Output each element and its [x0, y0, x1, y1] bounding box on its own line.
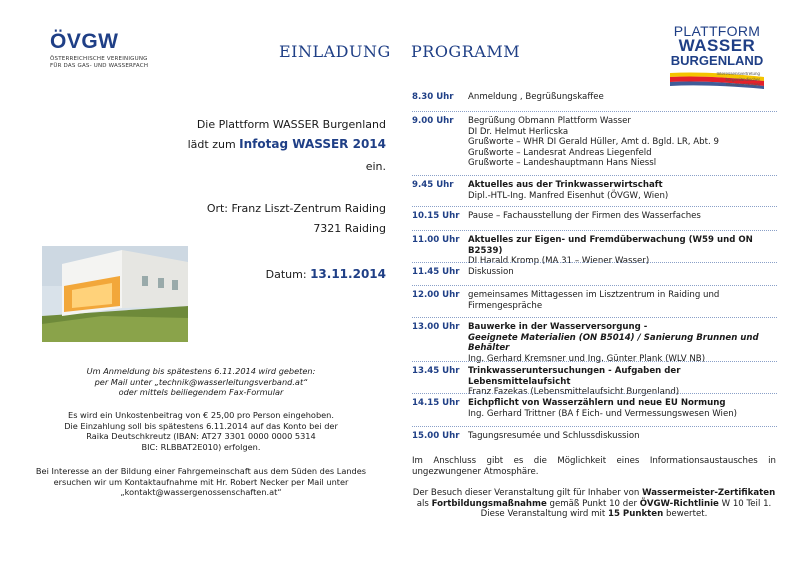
- program-time: 11.45 Uhr: [412, 267, 460, 277]
- certificate-text: als: [416, 498, 432, 509]
- certificate-text: bewertet.: [663, 509, 708, 519]
- program-description: [468, 211, 780, 222]
- certificate-text: Der Besuch dieser Veranstaltung gilt für Inhaber von: [412, 488, 643, 498]
- fee-line: Es wird ein Unkostenbeitrag von € 25,00 pro Person eingehoben.: [68, 410, 334, 420]
- program-line: Begrüßung Obmann Plattform Wasser: [468, 116, 631, 126]
- carpool-note: [0, 466, 402, 498]
- certificate-bold: Fortbildungsmaßnahme: [431, 498, 547, 509]
- program-description: [468, 290, 780, 311]
- certificate-text: W 10 Teil 1. Diese Veranstaltung wird mit: [480, 498, 772, 519]
- program-separator: [412, 111, 777, 112]
- certificate-bold: 15 Punkten: [607, 509, 664, 519]
- logo-tagline: [700, 71, 760, 88]
- program-line: Ing. Gerhard Kremsner und Ing. Günter Plank (WLV NB): [468, 353, 706, 364]
- registration-line: per Mail unter „technik@wasserleitungsverband.at“: [94, 376, 308, 387]
- program-separator: [412, 285, 777, 286]
- date-label: Datum:: [265, 268, 311, 281]
- program-separator: [412, 230, 777, 231]
- carpool-line: Bei Interesse an der Bildung einer Fahrgemeinschaft aus dem Süden des Landes: [35, 466, 367, 476]
- program-line: Anmeldung , Begrüßungskaffee: [468, 92, 604, 102]
- program-description: [468, 92, 780, 103]
- logo-tagline-line: burgenländischer: [725, 76, 760, 82]
- program-line: DI Dr. Helmut Herlicska: [468, 126, 569, 137]
- program-line: Bauwerke in der Wasserversorgung -: [468, 322, 648, 332]
- title-programm: PROGRAMM: [411, 42, 521, 61]
- program-line: Aktuelles aus der Trinkwasserwirtschaft: [468, 180, 663, 190]
- program-separator: [412, 393, 777, 394]
- registration-note: [0, 366, 402, 398]
- invite-line-2: [188, 137, 386, 151]
- program-line: Grußworte – Landesrat Andreas Liegenfeld: [468, 147, 652, 158]
- program-line: Aktuelles zur Eigen- und Fremdüberwachung (W59 und ON B2539): [468, 235, 753, 256]
- program-time: 13.45 Uhr: [412, 366, 460, 376]
- program-line: Grußworte – WHR DI Gerald Hüller, Amt d. Bgld. LR, Abt. 9: [468, 137, 719, 147]
- program-line: Dipl.-HTL-Ing. Manfred Eisenhut (ÖVGW, Wien): [468, 190, 669, 201]
- invite-line-2-text: lädt zum: [187, 138, 240, 151]
- fee-line: BIC: RLBBAT2E010) erfolgen.: [141, 441, 261, 452]
- program-time: 13.00 Uhr: [412, 322, 460, 332]
- program-separator: [412, 317, 777, 318]
- program-description: [468, 322, 780, 364]
- program-line: Firmengespräche: [468, 300, 543, 311]
- program-line: Trinkwasseruntersuchungen - Aufgaben der Lebensmittelaufsicht: [468, 366, 681, 387]
- program-description: [468, 398, 780, 419]
- logo-tagline-line: Interessensvertretung: [716, 71, 760, 76]
- fee-line: Die Einzahlung soll bis spätestens 6.11.2014 auf das Konto bei der: [64, 420, 338, 431]
- certificate-bold: ÖVGW-Richtlinie: [639, 498, 719, 509]
- program-line: Tagungsresumée und Schlussdiskussion: [468, 431, 640, 441]
- event-date: [266, 267, 386, 281]
- ovgw-logo: [50, 30, 170, 70]
- program-time: 10.15 Uhr: [412, 211, 460, 221]
- venue-city: 7321 Raiding: [313, 222, 386, 235]
- program-separator: [412, 426, 777, 427]
- event-name: Infotag WASSER 2014: [239, 137, 386, 151]
- program-separator: [412, 206, 777, 207]
- program-time: 14.15 Uhr: [412, 398, 460, 408]
- program-description: [468, 116, 780, 169]
- program-line: gemeinsames Mittagessen im Lisztzentrum in Raiding und: [468, 290, 720, 300]
- registration-line: oder mittels beiliegendem Fax-Formular: [118, 387, 284, 397]
- program-line: Ing. Gerhard Trittner (BA f Eich- und Vermessungswesen Wien): [468, 408, 738, 419]
- ovgw-subtitle-line: FÜR DAS GAS- UND WASSERFACH: [50, 63, 149, 69]
- closing-note: Im Anschluss gibt es die Möglichkeit eines Informationsaustausches in ungezwungener Atmosphäre.: [412, 456, 776, 477]
- plattform-wasser-logo: [668, 24, 766, 91]
- certificate-note: [412, 488, 776, 520]
- program-time: 9.00 Uhr: [412, 116, 454, 126]
- carpool-line: „kontakt@wassergenossenschaften.at“: [120, 487, 282, 497]
- program-separator: [412, 175, 777, 176]
- program-time: 8.30 Uhr: [412, 92, 454, 102]
- carpool-line: ersuchen wir um Kontaktaufnahme mit Hr. Robert Necker per Mail unter: [53, 476, 349, 487]
- venue: Ort: Franz Liszt-Zentrum Raiding: [206, 202, 386, 215]
- logo-tagline-line: Wasserversorger: [725, 82, 760, 87]
- program-separator: [412, 262, 777, 263]
- registration-line: Um Anmeldung bis spätestens 6.11.2014 wird gebeten:: [86, 366, 316, 376]
- certificate-text: gemäß Punkt 10 der: [546, 498, 640, 509]
- logo-line-plattform: PLATTFORM: [673, 23, 761, 39]
- program-time: 12.00 Uhr: [412, 290, 460, 300]
- fee-note: [0, 410, 402, 452]
- logo-line-burgenland: BURGENLAND: [670, 53, 764, 68]
- program-time: 15.00 Uhr: [412, 431, 460, 441]
- ovgw-subtitle-line: ÖSTERREICHISCHE VEREINIGUNG: [50, 56, 148, 62]
- program-line: DI Harald Kromp (MA 31 – Wiener Wasser): [468, 256, 650, 266]
- certificate-bold: Wassermeister-Zertifikaten: [642, 488, 776, 498]
- program-line: Franz Fazekas (Lebensmittelaufsicht Burgenland): [468, 387, 680, 397]
- program-description: [468, 267, 780, 278]
- program-line: Eichpflicht von Wasserzählern und neue EU Normung: [468, 398, 726, 408]
- program-line: Grußworte – Landeshauptmann Hans Niessl: [468, 158, 657, 168]
- date-value: 13.11.2014: [310, 267, 386, 281]
- logo-line-wasser: WASSER: [678, 36, 756, 55]
- invite-line-3: ein.: [365, 160, 386, 173]
- ovgw-logo-text: ÖVGW: [50, 30, 119, 53]
- title-einladung: EINLADUNG: [279, 42, 391, 61]
- building-photo: [42, 246, 188, 342]
- program-line: Pause – Fachausstellung der Firmen des Wasserfaches: [468, 211, 701, 221]
- program-description: [468, 180, 780, 201]
- program-line: Diskussion: [468, 267, 514, 277]
- logo-flag-stripes: [668, 69, 766, 91]
- program-line: Geeignete Materialien (ON B5014) / Sanierung Brunnen und Behälter: [468, 332, 759, 353]
- program-time: 9.45 Uhr: [412, 180, 454, 190]
- fee-line: Raika Deutschkreutz (IBAN: AT27 3301 0000 0000 5314: [86, 431, 316, 441]
- program-separator: [412, 361, 777, 362]
- program-description: [468, 431, 780, 442]
- ovgw-logo-subtitle: [50, 56, 170, 70]
- invite-line-1: Die Plattform WASSER Burgenland: [196, 118, 386, 131]
- program-time: 11.00 Uhr: [412, 235, 460, 245]
